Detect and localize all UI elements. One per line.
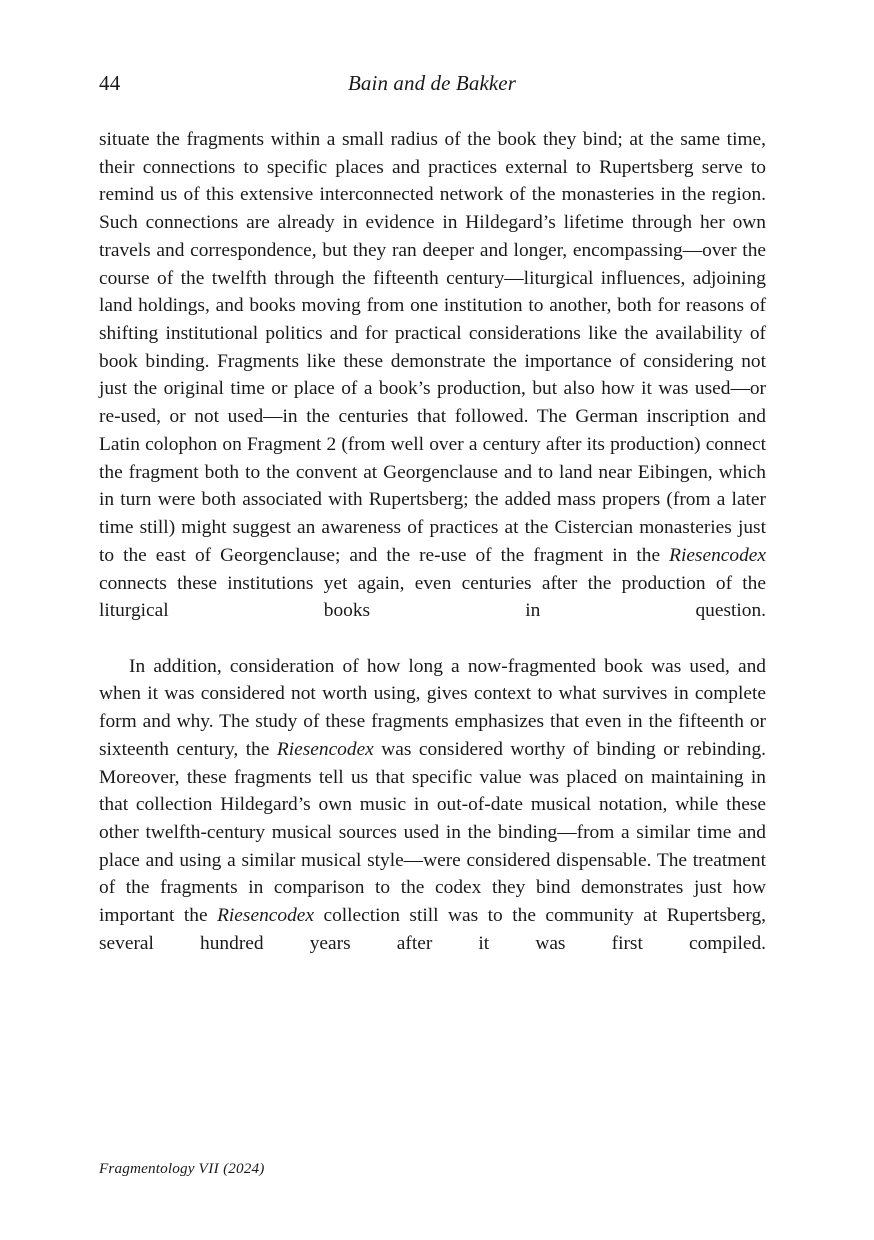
body-paragraph (99, 126, 766, 653)
text-run: connects these institutions yet again, even centuries after the production of the liturgical books in question. (99, 572, 766, 622)
running-head-title: Bain and de Bakker (348, 71, 516, 95)
running-head (99, 68, 765, 98)
text-run: situate the fragments within a small radius of the book they bind; at the same time, their connections to specific places and practices external to Rupertsberg serve to remind us of this extensive interconnected network of the monasteries in the region. Such connections are already in evidence in Hildegard’s lifetime through her own travels and correspondence, but they ran deeper and longer, encompassing—over the course of the twelfth through the fifteenth century—liturgical influences, adjoining land holdings, and books moving from one institution to another, both for reasons of shifting institutional politics and for practical considerations like the availability of book binding. Fragments like these demonstrate the importance of considering not just the original time or place of a book’s production, but also how it was used—or re-used, or not used—in the centuries that followed. The German inscription and Latin colophon on Fragment 2 (from well over a century after its production) connect the fragment both to the convent at Georgenclause and to land near Eibingen, which in turn were both associated with Rupertsberg; the added mass propers (from a later time still) might suggest an awareness of practices at the Cistercian monasteries just to the east of Georgenclause; and the re-use of the fragment in the (99, 129, 766, 566)
footer-volume: VII (198, 1160, 220, 1177)
page-number: 44 (99, 71, 121, 95)
body-text-block (99, 126, 766, 985)
italic-title: Riesencodex (669, 544, 766, 566)
footer-journal-title: Fragmentology (99, 1160, 195, 1177)
footer-year: (2024) (223, 1160, 265, 1177)
page-footer (99, 1158, 264, 1180)
text-run: collection still was to the community at Rupertsberg, several hundred years after it was first compiled. (99, 905, 767, 954)
text-run: was considered worthy of binding or rebinding. Moreover, these fragments tell us that specific value was placed on maintaining in that collection Hildegard’s own music in out-of-date musical notation, while these other twelfth-century musical sources used in the binding—from a similar time and place and using a similar musical style—were considered dispensable. The treatment of the fragments in comparison to the codex they bind demonstrates just how important the (99, 738, 766, 927)
italic-title: Riesencodex (276, 738, 374, 760)
body-paragraph (99, 653, 766, 986)
italic-title: Riesencodex (217, 905, 314, 927)
text-run: In addition, consideration of how long a now-fragmented book was used, and when it was considered not worth using, gives context to what survives in complete form and why. The study of these fragments emphasizes that even in the fifteenth or sixteenth century, the (99, 655, 766, 760)
